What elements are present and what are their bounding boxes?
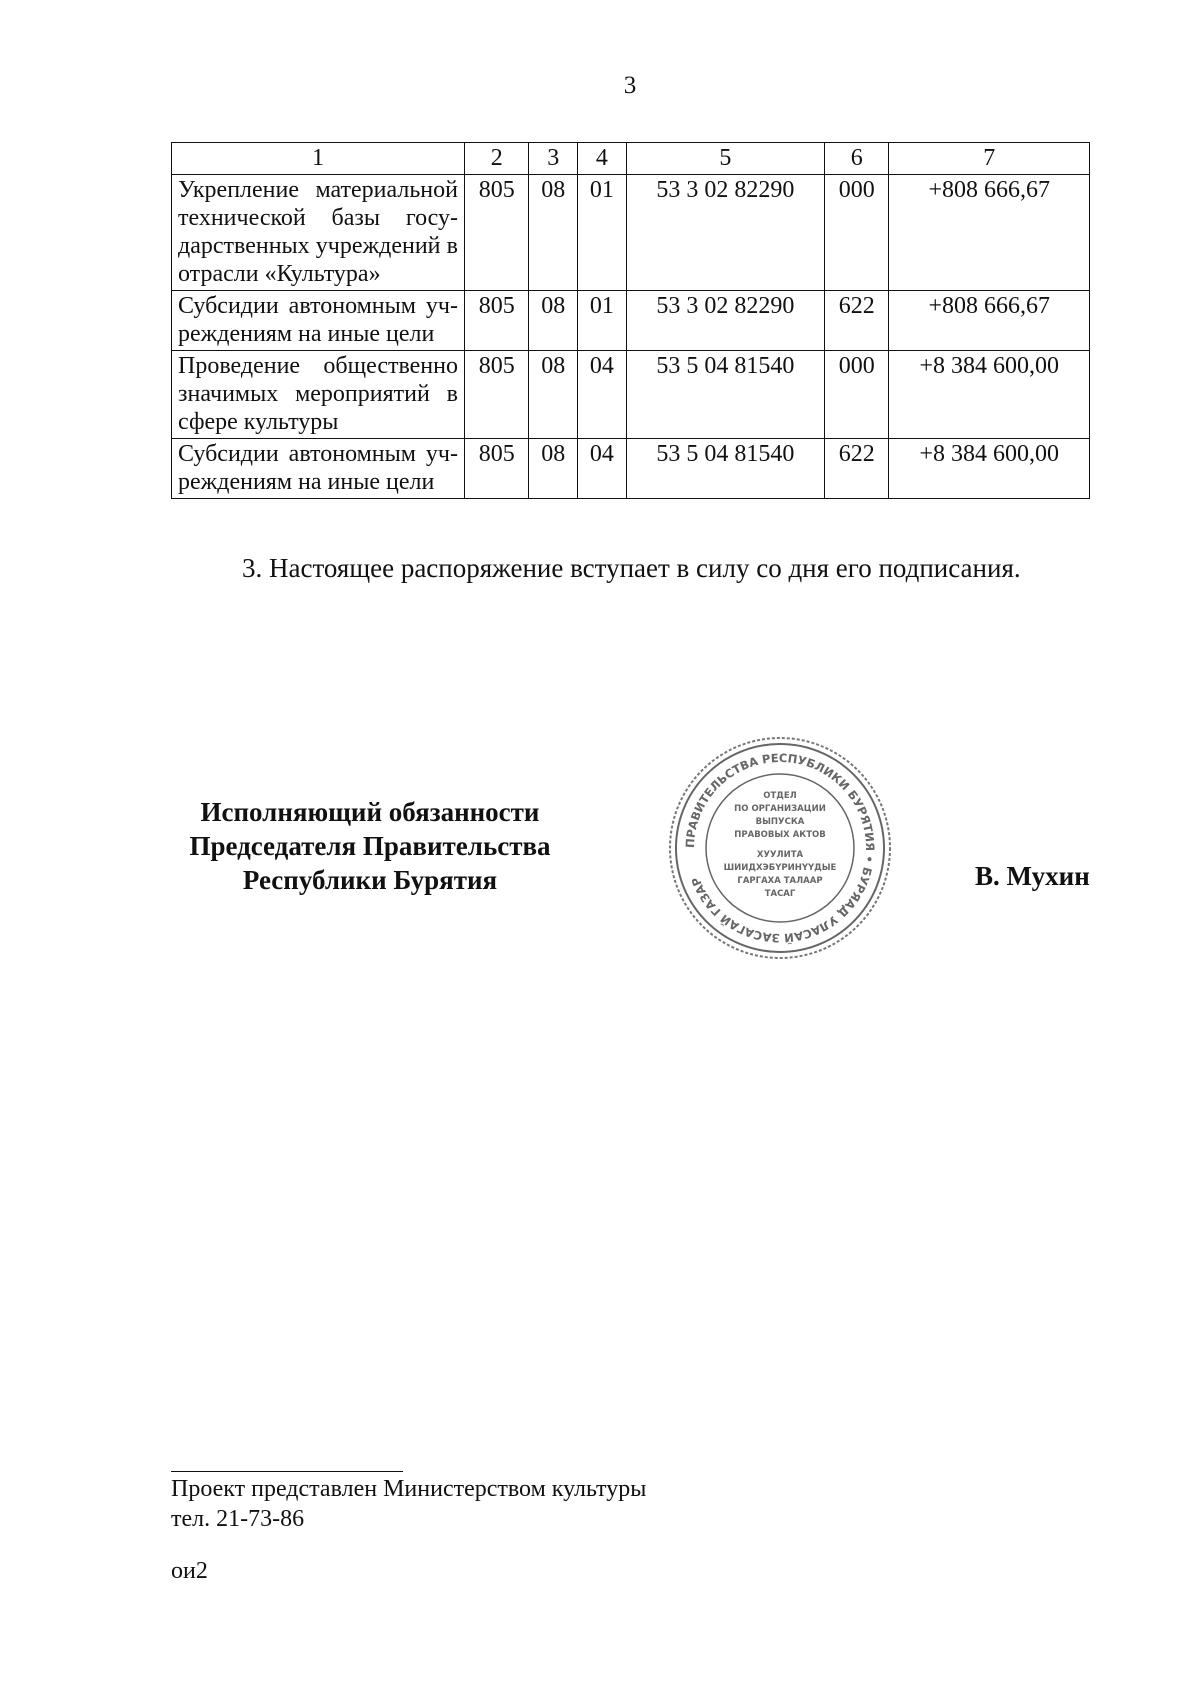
section-code-cell: 08 bbox=[529, 439, 578, 499]
footnote-divider bbox=[171, 1471, 403, 1472]
target-code-cell: 53 5 04 81540 bbox=[626, 439, 824, 499]
footnote bbox=[171, 1474, 646, 1534]
column-header: 7 bbox=[889, 143, 1090, 175]
target-code-cell: 53 3 02 82290 bbox=[626, 291, 824, 351]
stamp-inner-line: ПО ОРГАНИЗАЦИИ bbox=[734, 804, 826, 814]
table-header-row bbox=[172, 143, 1090, 175]
subsection-code-cell: 04 bbox=[578, 351, 627, 439]
column-header: 5 bbox=[626, 143, 824, 175]
budget-table bbox=[171, 142, 1090, 499]
ministry-code-cell: 805 bbox=[465, 291, 529, 351]
phone-text: тел. 21-73-86 bbox=[171, 1506, 305, 1532]
expense-type-cell: 622 bbox=[825, 291, 889, 351]
section-code-cell: 08 bbox=[529, 175, 578, 291]
stamp-outer-text: ПРАВИТЕЛЬСТВА РЕСПУБЛИКИ БУРЯТИЯ • БУРЯАД УЛАСАЙ ЗАСАГАЙ ГАЗАР bbox=[682, 750, 878, 946]
stamp-inner-line: ГАРГАХА ТАЛААР bbox=[737, 876, 823, 886]
stamp-inner-line: ПРАВОВЫХ АКТОВ bbox=[734, 830, 826, 840]
subsection-code-cell: 04 bbox=[578, 439, 627, 499]
expense-name-cell: Укрепление материальной технической базы госу-дарственных учреждений в отрасли «Культура» bbox=[172, 175, 465, 291]
section-code-cell: 08 bbox=[529, 351, 578, 439]
table-row bbox=[172, 291, 1090, 351]
subsection-code-cell: 01 bbox=[578, 291, 627, 351]
column-header: 4 bbox=[578, 143, 627, 175]
effective-date-clause: 3. Настоящее распоряжение вступает в силу со дня его подписания. bbox=[242, 553, 1021, 583]
signer-name: В. Мухин bbox=[975, 861, 1090, 891]
official-seal-stamp bbox=[665, 733, 895, 963]
svg-text:ПРАВИТЕЛЬСТВА РЕСПУБЛИКИ БУРЯТ bbox=[683, 751, 877, 946]
stamp-inner-line: ХУУЛИТА bbox=[756, 850, 804, 860]
signer-position-line: Республики Бурятия bbox=[242, 865, 498, 895]
ministry-code-cell: 805 bbox=[465, 439, 529, 499]
section-code-cell: 08 bbox=[529, 291, 578, 351]
table-row bbox=[172, 175, 1090, 291]
table-row bbox=[172, 439, 1090, 499]
page-number: 3 bbox=[623, 72, 637, 99]
expense-type-cell: 622 bbox=[825, 439, 889, 499]
expense-name-cell: Субсидии автономным уч-реждениям на иные цели bbox=[172, 291, 465, 351]
amount-cell: +808 666,67 bbox=[889, 175, 1090, 291]
amount-cell: +808 666,67 bbox=[889, 291, 1090, 351]
ministry-code-cell: 805 bbox=[465, 351, 529, 439]
column-header: 1 bbox=[172, 143, 465, 175]
project-source-text: Проект представлен Министерством культуры bbox=[171, 1476, 647, 1502]
column-header: 2 bbox=[465, 143, 529, 175]
amount-cell: +8 384 600,00 bbox=[889, 351, 1090, 439]
expense-name-cell: Проведение общественно значимых мероприятий в сфере культуры bbox=[172, 351, 465, 439]
stamp-inner-line: ОТДЕЛ bbox=[763, 791, 797, 801]
column-header: 6 bbox=[825, 143, 889, 175]
table-row bbox=[172, 351, 1090, 439]
ministry-code-cell: 805 bbox=[465, 175, 529, 291]
signer-position-line: Председателя Правительства bbox=[189, 831, 551, 861]
expense-name-cell: Субсидии автономным уч-реждениям на иные цели bbox=[172, 439, 465, 499]
signer-position bbox=[160, 795, 580, 897]
target-code-cell: 53 3 02 82290 bbox=[626, 175, 824, 291]
column-header: 3 bbox=[529, 143, 578, 175]
expense-type-cell: 000 bbox=[825, 175, 889, 291]
signer-position-line: Исполняющий обязанности bbox=[200, 797, 540, 827]
stamp-inner-line: ШИИДХЭБҮРИНҮҮДЫЕ bbox=[723, 863, 837, 873]
stamp-inner-line: ТАСАГ bbox=[764, 889, 796, 899]
amount-cell: +8 384 600,00 bbox=[889, 439, 1090, 499]
document-code: ои2 bbox=[171, 1558, 208, 1584]
target-code-cell: 53 5 04 81540 bbox=[626, 351, 824, 439]
expense-type-cell: 000 bbox=[825, 351, 889, 439]
stamp-inner-line: ВЫПУСКА bbox=[755, 817, 805, 827]
subsection-code-cell: 01 bbox=[578, 175, 627, 291]
